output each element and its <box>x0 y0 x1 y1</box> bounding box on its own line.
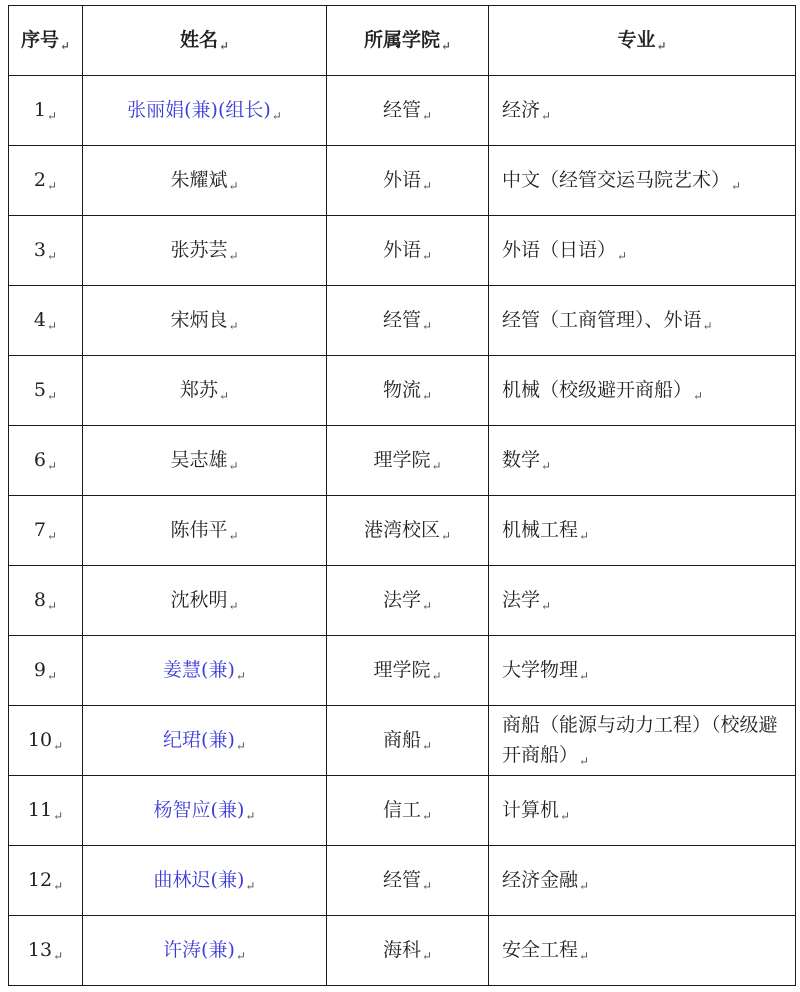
cell-college <box>327 846 489 916</box>
cell-major-text: 法学 <box>502 588 541 611</box>
paragraph-mark: ↵ <box>579 948 590 963</box>
paragraph-mark: ↵ <box>421 178 433 193</box>
cell-name-text: 张苏芸 <box>170 238 228 261</box>
paragraph-mark: ↵ <box>421 108 433 123</box>
staff-table <box>8 5 796 986</box>
cell-major <box>489 706 796 776</box>
table-row <box>9 776 796 846</box>
cell-major-text: 商船（能源与动力工程）（校级避开商船） <box>502 713 778 767</box>
cell-index <box>9 286 83 356</box>
paragraph-mark: ↵ <box>421 248 433 263</box>
paragraph-mark: ↵ <box>47 528 58 543</box>
cell-name-text: 张丽娟(兼)(组长) <box>127 98 271 121</box>
cell-major-text: 外语（日语） <box>502 238 617 261</box>
cell-major-text: 大学物理 <box>502 658 579 681</box>
paragraph-mark: ↵ <box>541 108 552 123</box>
cell-college <box>327 636 489 706</box>
cell-name <box>83 356 327 426</box>
cell-name-text: 陈伟平 <box>170 518 228 541</box>
paragraph-mark: ↵ <box>421 318 433 333</box>
cell-name <box>83 706 327 776</box>
cell-name <box>83 636 327 706</box>
cell-major <box>489 286 796 356</box>
cell-major <box>489 846 796 916</box>
cell-name <box>83 76 327 146</box>
cell-college-text: 法学 <box>382 588 421 611</box>
cell-college-text: 外语 <box>382 238 421 261</box>
cell-index-text: 4 <box>33 308 47 331</box>
cell-college <box>327 76 489 146</box>
cell-major <box>489 636 796 706</box>
cell-major <box>489 496 796 566</box>
cell-college <box>327 566 489 636</box>
paragraph-mark: ↵ <box>47 178 58 193</box>
table-row <box>9 286 796 356</box>
cell-college <box>327 776 489 846</box>
cell-index-text: 10 <box>27 728 53 751</box>
cell-college-text: 物流 <box>382 378 421 401</box>
cell-index <box>9 146 83 216</box>
cell-name <box>83 426 327 496</box>
cell-major <box>489 566 796 636</box>
paragraph-mark: ↵ <box>47 458 58 473</box>
cell-major <box>489 146 796 216</box>
cell-index-text: 5 <box>33 378 47 401</box>
cell-index <box>9 216 83 286</box>
cell-name <box>83 916 327 986</box>
paragraph-mark: ↵ <box>47 598 58 613</box>
paragraph-mark: ↵ <box>47 318 58 333</box>
cell-major-text: 安全工程 <box>502 938 579 961</box>
paragraph-mark: ↵ <box>47 248 58 263</box>
cell-name-text: 杨智应(兼) <box>153 798 245 821</box>
cell-name <box>83 146 327 216</box>
cell-name-text: 许涛(兼) <box>163 938 235 961</box>
table-row <box>9 636 796 706</box>
cell-index <box>9 636 83 706</box>
table-row <box>9 846 796 916</box>
paragraph-mark: ↵ <box>560 808 571 823</box>
cell-name-text: 姜慧(兼) <box>163 658 235 681</box>
cell-college-text: 理学院 <box>373 658 431 681</box>
cell-name-text: 郑苏 <box>179 378 218 401</box>
cell-major <box>489 426 796 496</box>
cell-college <box>327 356 489 426</box>
paragraph-mark: ↵ <box>421 808 433 823</box>
paragraph-mark: ↵ <box>235 668 246 683</box>
cell-major-text: 中文（经管交运马院艺术） <box>502 168 731 191</box>
paragraph-mark: ↵ <box>228 178 239 193</box>
paragraph-mark: ↵ <box>235 738 246 753</box>
cell-index <box>9 776 83 846</box>
cell-major-text: 经管（工商管理）、外语 <box>502 308 702 331</box>
paragraph-mark: ↵ <box>421 388 433 403</box>
table-row <box>9 426 796 496</box>
cell-college <box>327 706 489 776</box>
table-row <box>9 146 796 216</box>
paragraph-mark: ↵ <box>271 108 282 123</box>
paragraph-mark: ↵ <box>228 458 239 473</box>
cell-index-text: 8 <box>33 588 47 611</box>
paragraph-mark: ↵ <box>579 754 590 769</box>
table-row <box>9 356 796 426</box>
header-name: 姓名$_↵$ <box>83 6 327 76</box>
paragraph-mark: ↵ <box>421 738 433 753</box>
cell-index <box>9 76 83 146</box>
cell-major <box>489 776 796 846</box>
cell-college-text: 商船 <box>382 728 421 751</box>
header-major: 专业$_↵$ <box>489 6 796 76</box>
cell-major-text: 经济 <box>502 98 541 121</box>
cell-index-text: 2 <box>33 168 47 191</box>
cell-major-text: 经济金融 <box>502 868 579 891</box>
cell-major <box>489 216 796 286</box>
cell-index-text: 13 <box>27 938 53 961</box>
paragraph-mark: ↵ <box>218 388 230 403</box>
table-row <box>9 216 796 286</box>
cell-college <box>327 286 489 356</box>
cell-index <box>9 496 83 566</box>
header-college: 所属学院$_↵$ <box>327 6 489 76</box>
cell-college-text: 理学院 <box>373 448 431 471</box>
table-row <box>9 916 796 986</box>
table-row <box>9 496 796 566</box>
cell-index <box>9 916 83 986</box>
table-row <box>9 566 796 636</box>
cell-index-text: 9 <box>33 658 47 681</box>
cell-college-text: 外语 <box>382 168 421 191</box>
paragraph-mark: ↵ <box>431 458 442 473</box>
cell-index <box>9 356 83 426</box>
cell-index-text: 1 <box>33 98 47 121</box>
paragraph-mark: ↵ <box>579 528 590 543</box>
cell-major <box>489 76 796 146</box>
paragraph-mark: ↵ <box>235 948 246 963</box>
cell-name <box>83 846 327 916</box>
cell-name-text: 吴志雄 <box>170 448 228 471</box>
paragraph-mark: ↵ <box>53 738 64 753</box>
cell-name-text: 朱耀斌 <box>170 168 228 191</box>
paragraph-mark: ↵ <box>541 458 552 473</box>
cell-name <box>83 776 327 846</box>
cell-name <box>83 566 327 636</box>
paragraph-mark: ↵ <box>702 318 713 333</box>
table-header-row <box>9 6 796 76</box>
paragraph-mark: ↵ <box>421 948 433 963</box>
cell-index <box>9 426 83 496</box>
paragraph-mark: ↵ <box>47 108 58 123</box>
cell-major <box>489 356 796 426</box>
staff-table-container <box>8 5 796 986</box>
cell-index-text: 12 <box>27 868 53 891</box>
paragraph-mark: ↵ <box>617 248 628 263</box>
cell-college-text: 信工 <box>382 798 421 821</box>
paragraph-mark: ↵ <box>47 668 58 683</box>
paragraph-mark: ↵ <box>731 178 742 193</box>
cell-index <box>9 846 83 916</box>
cell-college <box>327 426 489 496</box>
paragraph-mark: ↵ <box>53 808 64 823</box>
table-row <box>9 76 796 146</box>
cell-index <box>9 566 83 636</box>
cell-major-text: 计算机 <box>502 798 560 821</box>
paragraph-mark: ↵ <box>421 598 433 613</box>
cell-name-text: 宋炳良 <box>170 308 228 331</box>
cell-name <box>83 216 327 286</box>
cell-name <box>83 496 327 566</box>
cell-college-text: 经管 <box>382 98 421 121</box>
cell-name-text: 曲林迟(兼) <box>153 868 245 891</box>
cell-major-text: 数学 <box>502 448 541 471</box>
paragraph-mark: ↵ <box>228 318 239 333</box>
paragraph-mark: ↵ <box>228 598 239 613</box>
cell-college-text: 经管 <box>382 868 421 891</box>
paragraph-mark: ↵ <box>53 878 64 893</box>
paragraph-mark: ↵ <box>693 388 704 403</box>
paragraph-mark: ↵ <box>421 878 433 893</box>
cell-index <box>9 706 83 776</box>
cell-college-text: 港湾校区 <box>363 518 440 541</box>
cell-name-text: 纪珺(兼) <box>163 728 235 751</box>
cell-college <box>327 216 489 286</box>
paragraph-mark: ↵ <box>228 248 239 263</box>
paragraph-mark: ↵ <box>440 528 452 543</box>
cell-index-text: 3 <box>33 238 47 261</box>
cell-major <box>489 916 796 986</box>
paragraph-mark: ↵ <box>579 668 590 683</box>
paragraph-mark: ↵ <box>579 878 590 893</box>
cell-college <box>327 146 489 216</box>
header-index: 序号$_↵$ <box>9 6 83 76</box>
paragraph-mark: ↵ <box>245 808 256 823</box>
table-row <box>9 706 796 776</box>
cell-major-text: 机械（校级避开商船） <box>502 378 693 401</box>
paragraph-mark: ↵ <box>541 598 552 613</box>
paragraph-mark: ↵ <box>431 668 442 683</box>
cell-name-text: 沈秋明 <box>170 588 228 611</box>
paragraph-mark: ↵ <box>245 878 256 893</box>
cell-college-text: 经管 <box>382 308 421 331</box>
cell-college-text: 海科 <box>382 938 421 961</box>
cell-index-text: 7 <box>33 518 47 541</box>
cell-major-text: 机械工程 <box>502 518 579 541</box>
cell-college <box>327 496 489 566</box>
paragraph-mark: ↵ <box>47 388 58 403</box>
paragraph-mark: ↵ <box>53 948 64 963</box>
cell-college <box>327 916 489 986</box>
paragraph-mark: ↵ <box>228 528 239 543</box>
cell-index-text: 11 <box>27 798 53 821</box>
cell-name <box>83 286 327 356</box>
cell-index-text: 6 <box>33 448 47 471</box>
